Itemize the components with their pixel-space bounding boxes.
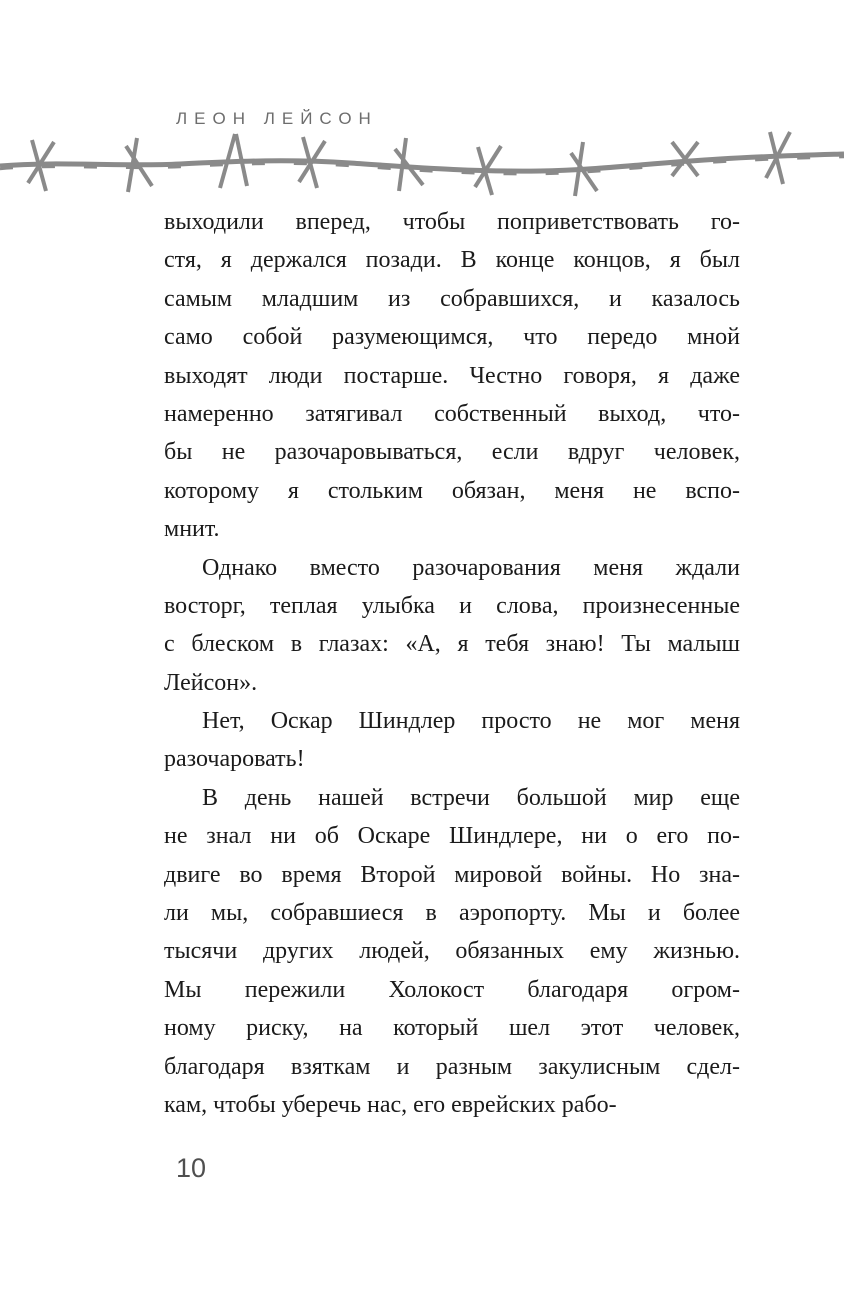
running-header: ЛЕОН ЛЕЙСОН — [176, 109, 378, 128]
text-line: Лейсон». — [164, 669, 258, 696]
text-line: ному риску, на который шел этот человек, — [164, 1015, 740, 1042]
text-line: не знал ни об Оскаре Шиндлере, ни о его по- — [164, 823, 740, 850]
page-number: 10 — [176, 1153, 207, 1183]
text-line: мнит. — [164, 516, 220, 543]
text-line: Мы пережили Холокост благодаря огром- — [164, 976, 740, 1003]
text-line: тысячи других людей, обязанных ему жизнью. — [164, 938, 740, 965]
text-line: самым младшим из собравшихся, и казалось — [164, 285, 740, 312]
barbed-wire-icon — [0, 128, 844, 208]
text-line: Однако вместо разочарования меня ждали — [202, 554, 740, 581]
text-line: выходили вперед, чтобы поприветствовать го- — [164, 209, 740, 235]
text-line: которому я стольким обязан, меня не вспо- — [164, 477, 740, 504]
text-line: двиге во время Второй мировой войны. Но зна- — [164, 861, 740, 888]
text-line: с блеском в глазах: «А, я тебя знаю! Ты малыш — [164, 631, 740, 658]
text-line: кам, чтобы уберечь нас, его еврейских рабо- — [164, 1091, 617, 1118]
text-line: само собой разумеющимся, что передо мной — [164, 324, 740, 351]
text-line: разочаровать! — [164, 746, 305, 773]
body-text — [164, 203, 740, 1124]
text-line: Нет, Оскар Шиндлер просто не мог меня — [202, 708, 740, 735]
text-line: В день нашей встречи большой мир еще — [202, 784, 740, 811]
text-line: намеренно затягивал собственный выход, что- — [164, 400, 740, 427]
text-line: бы не разочаровываться, если вдруг человек, — [164, 439, 740, 466]
text-line: выходят люди постарше. Честно говоря, я даже — [164, 362, 740, 389]
text-line: восторг, теплая улыбка и слова, произнесенные — [164, 592, 740, 619]
text-line: ли мы, собравшиеся в аэропорту. Мы и более — [164, 900, 740, 927]
text-line: стя, я держался позади. В конце концов, я был — [164, 247, 740, 274]
text-line: благодаря взяткам и разным закулисным сдел- — [164, 1053, 740, 1080]
barbed-wire-divider — [0, 128, 844, 208]
